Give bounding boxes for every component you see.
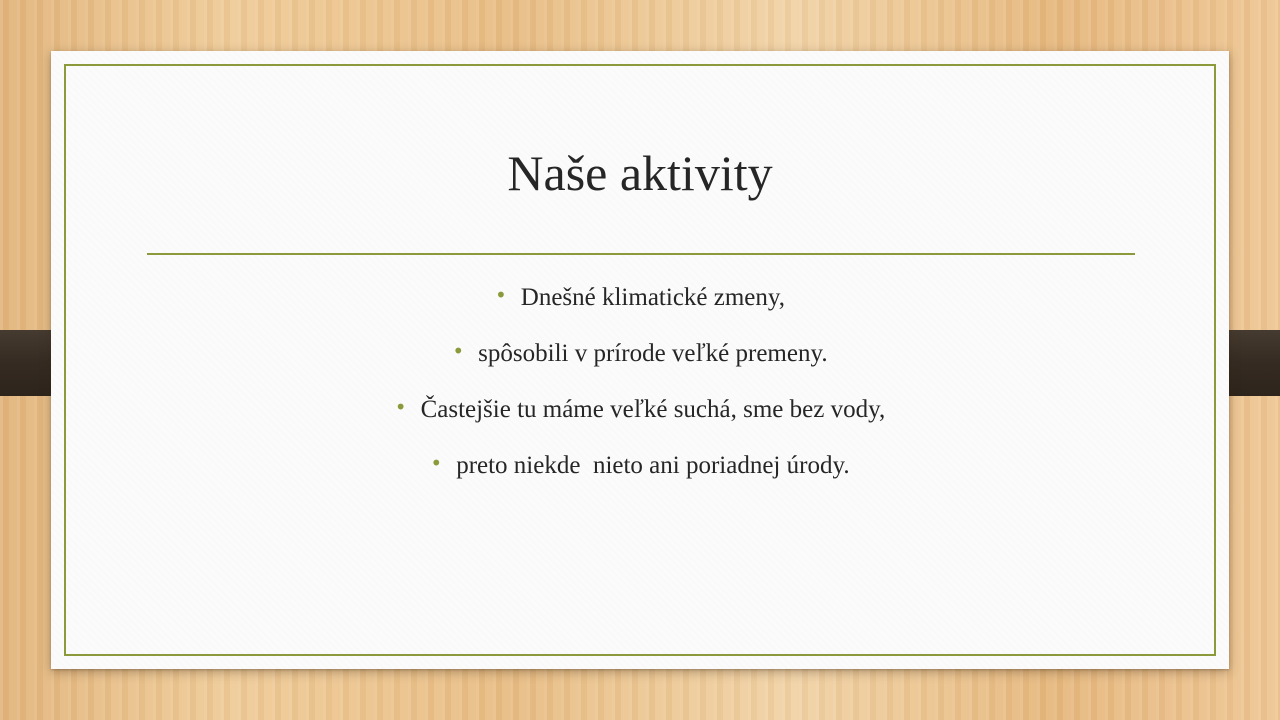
bullet-icon: • (452, 339, 465, 363)
title-divider (147, 253, 1135, 255)
bullet-text: spôsobili v prírode veľké premeny. (478, 340, 828, 367)
bullet-item (51, 331, 1229, 387)
bullet-item (51, 275, 1229, 331)
bullet-item (51, 387, 1229, 443)
bullet-text: Dnešné klimatické zmeny, (520, 284, 786, 311)
bullet-icon: • (394, 395, 407, 419)
bullet-icon: • (430, 451, 443, 475)
bullet-list (51, 275, 1229, 499)
bullet-text: preto niekde nieto ani poriadnej úrody. (456, 452, 850, 479)
slide-paper (51, 51, 1229, 669)
slide-title: Naše aktivity (507, 145, 773, 201)
bullet-icon: • (494, 283, 507, 307)
bullet-item (51, 443, 1229, 499)
bullet-text: Častejšie tu máme veľké suchá, sme bez vody, (420, 396, 886, 423)
